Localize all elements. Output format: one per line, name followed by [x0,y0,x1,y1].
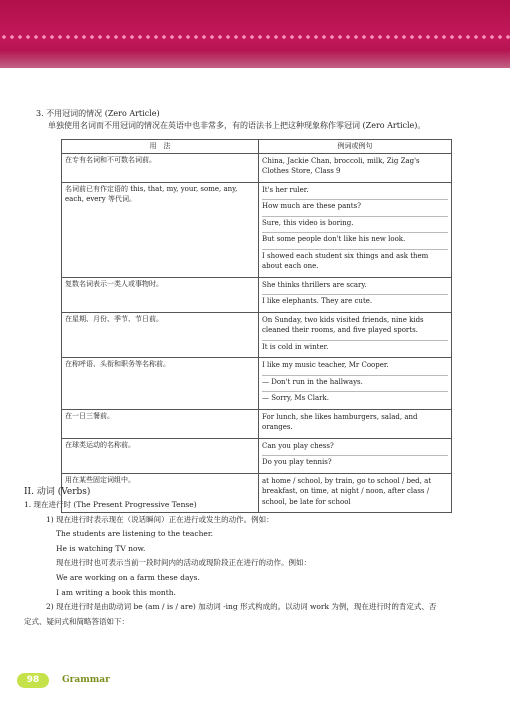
example-sentence: I like elephants. They are cute. [262,297,373,305]
table-header-examples: 例词或例句 [259,140,452,154]
example-sentence: I showed each student six things and ask them about each one. [262,251,429,270]
page-number-badge: 98 [17,673,49,688]
usage-cell: 名词前已有作定语的 this, that, my, your, some, any, each, every 等代词。 [62,182,259,277]
body-line: He is watching TV now. [56,543,146,553]
table-row [62,358,452,410]
table-header-usage: 用 法 [62,140,259,154]
header-dot-pattern [0,32,510,42]
table-body [62,153,452,513]
body-line: 现在进行时也可表示当前一段时间内的活动或现阶段正在进行的动作。例如： [56,558,311,568]
example-sentence: — Don't run in the hallways. [262,376,448,393]
table-row [62,312,452,358]
example-sentence: Do you play tennis? [262,458,332,466]
usage-cell: 在专有名词和不可数名词前。 [62,153,259,182]
table-row [62,409,452,438]
usage-cell: 在称呼语、头衔和职务等名称前。 [62,358,259,410]
body-line: 定式、疑问式和简略答语如下： [24,616,129,626]
example-sentence: For lunch, she likes hamburgers, salad, and oranges. [262,412,418,431]
examples-cell [259,358,452,410]
example-sentence: at home / school, by train, go to school / bed, at breakfast, on time, at night / noon, after class / school, be late for school [262,476,432,506]
example-sentence: But some people don't like his new look. [262,233,448,250]
example-sentence: Sure, this video is boring. [262,217,448,234]
verbs-body [24,498,436,629]
usage-cell: 复数名词表示一类人或事物时。 [62,277,259,312]
table-row [62,153,452,182]
table-row [62,438,452,473]
examples-cell [259,409,452,438]
section-3-description: 单独使用名词而不用冠词的情况在英语中也非常多，有的语法书上把这种现象称作零冠词 (Zero Article)。 [48,121,426,130]
usage-cell: 在星期、月份、季节、节日前。 [62,312,259,358]
footer-label: Grammar [62,675,110,685]
usage-cell: 用在某些固定词组中。 [62,473,259,513]
body-line: 1) 现在进行时表示现在（说话瞬间）正在进行或发生的动作。例如： [46,514,274,524]
zero-article-table [61,139,452,513]
example-sentence: It is cold in winter. [262,342,329,351]
example-sentence: It's her ruler. [262,184,448,201]
examples-cell [259,312,452,358]
usage-cell: 在球类运动的名称前。 [62,438,259,473]
example-sentence: I like my music teacher, Mr Cooper. [262,359,448,376]
examples-cell [259,153,452,182]
example-sentence: On Sunday, two kids visited friends, nine kids cleaned their rooms, and five played sports. [262,314,448,341]
body-line: We are working on a farm these days. [56,572,200,582]
body-line: 2) 现在进行时是由助动词 be (am / is / are) 加动词 -ing 形式构成的。以动词 work 为例，现在进行时的肯定式、否 [46,602,437,612]
header-fade [0,50,510,68]
example-sentence: — Sorry, Ms Clark. [262,394,329,402]
example-sentence: Can you play chess? [262,440,448,457]
body-line: I am writing a book this month. [56,587,176,597]
table-header-row [62,140,452,154]
body-line: 1. 现在进行时 (The Present Progressive Tense) [24,500,197,509]
page-header-band [0,0,510,68]
example-sentence: She thinks thrillers are scary. [262,279,448,296]
examples-cell [259,277,452,312]
usage-cell: 在一日三餐前。 [62,409,259,438]
examples-cell [259,438,452,473]
examples-cell [259,182,452,277]
section-3-heading: 3. 不用冠词的情况 (Zero Article) [36,109,160,118]
body-line: The students are listening to the teacher. [56,529,214,539]
example-sentence: China, Jackie Chan, broccoli, milk, Zig Zag's Clothes Store, Class 9 [262,156,420,175]
section-2-heading: II. 动词 (Verbs) [24,487,91,497]
example-sentence: How much are these pants? [262,200,448,217]
table-row [62,182,452,277]
table-row [62,277,452,312]
